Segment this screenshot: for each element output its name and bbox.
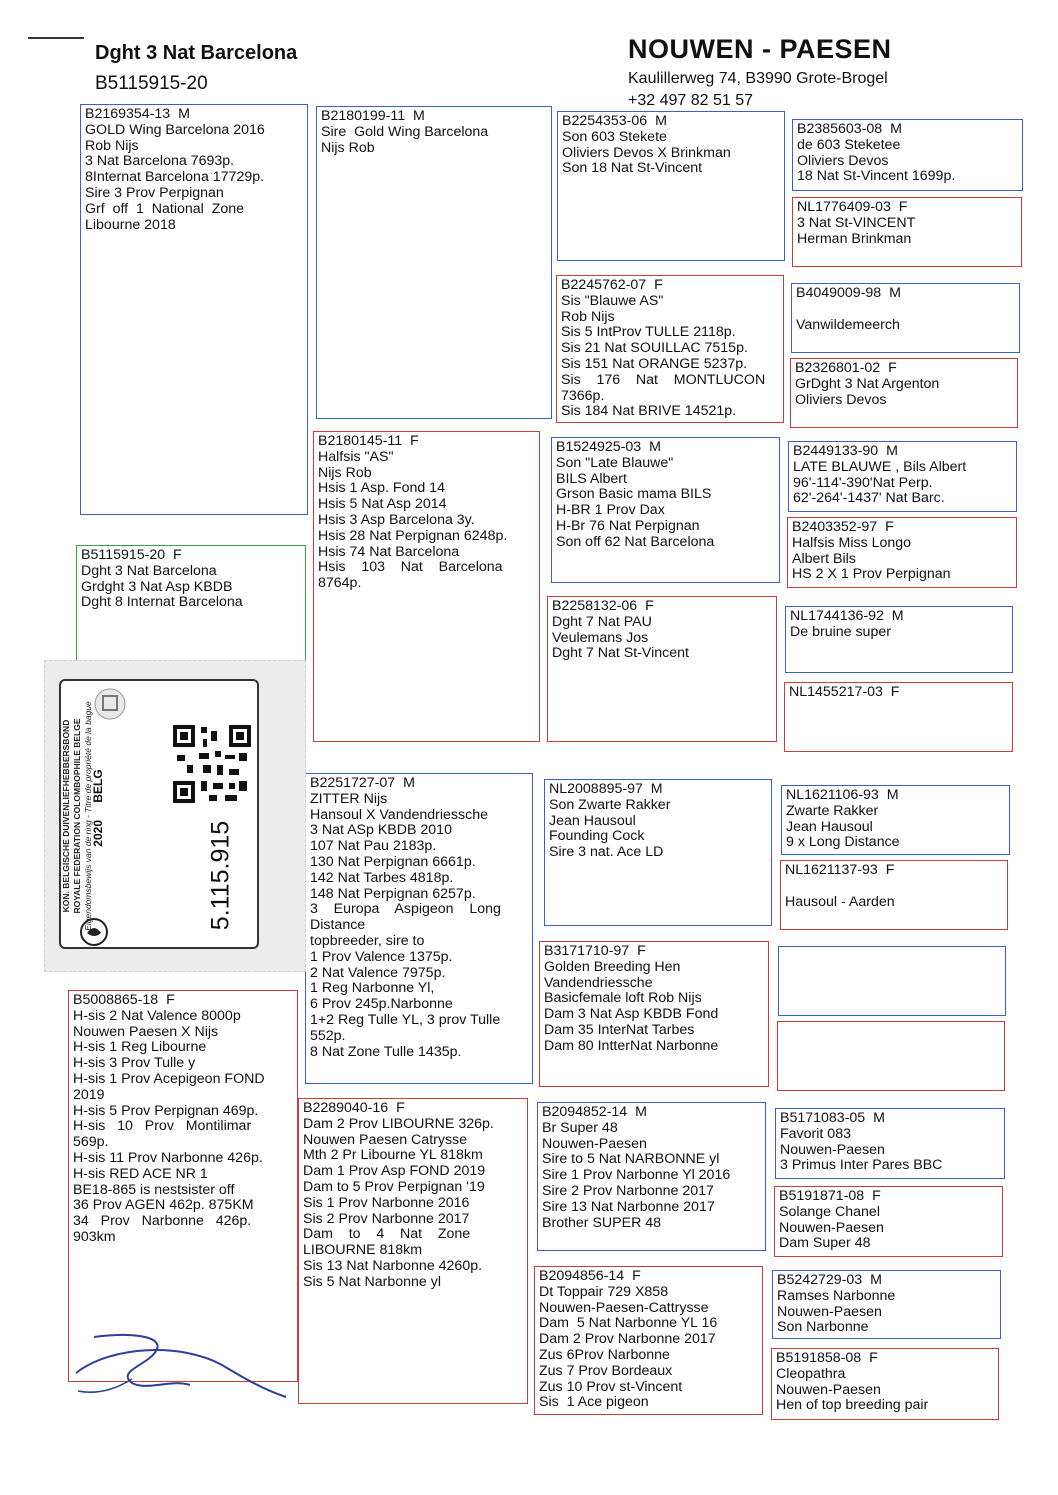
ring-id: B5115915-20 F [81,547,182,563]
qr-code-icon [173,725,251,803]
pedigree-ddds [772,1270,1001,1339]
pedigree-sds [551,437,780,583]
pedigree-line: Oliviers Devos X Brinkman [562,144,731,161]
pedigree-line: Sire to 5 Nat NARBONNE yl [542,1151,720,1168]
pedigree-sssd [792,197,1022,267]
pedigree-line: 130 Nat Perpignan 6661p. [310,853,476,870]
ownership-text: Eigendomsbewijs van de ring - Titre de propriété de la bague [83,701,93,931]
pedigree-ddss [775,1108,1005,1179]
pedigree-line: 903km [73,1228,116,1245]
pedigree-line: 9 x Long Distance [786,834,900,851]
pedigree-ssd [556,275,784,423]
pedigree-line: Nijs Rob [318,464,372,481]
pedigree-line: Sire 13 Nat Narbonne 2017 [542,1198,715,1215]
pedigree-line: H-sis 3 Prov Tulle y [73,1055,196,1072]
pedigree-line: Dght 3 Nat Barcelona [81,562,217,579]
pedigree-line: Dam Super 48 [779,1235,871,1252]
pedigree-line: Vandendriessche [544,974,653,991]
pedigree-line: Hen of top breeding pair [776,1397,929,1414]
pedigree-line: H-BR 1 Prov Dax [556,502,665,519]
pedigree-line: Nouwen-Paesen [780,1141,885,1158]
pedigree-line: Solange Chanel [779,1203,880,1220]
pedigree-line: H-sis 10 Prov Montilimar [73,1118,252,1135]
pedigree-line: 569p. [73,1134,109,1151]
pedigree-dam-sire [305,773,533,1084]
federation-emblem-icon [93,687,127,721]
pedigree-line: Grson Basic mama BILS [556,486,712,503]
ring-id: B2403352-97 F [792,519,894,535]
pedigree-sddd [784,682,1013,752]
pedigree-line: Oliviers Devos [795,391,887,408]
pedigree-line: Son 603 Stekete [562,128,667,145]
ring-id: B3171710-97 F [544,943,646,959]
pedigree-line: Veulemans Jos [552,629,649,646]
pedigree-line: topbreeder, sire to [310,932,425,949]
ring-year: 2020 [91,820,105,847]
pedigree-line: Nouwen Paesen Catrysse [303,1131,468,1148]
pedigree-line: Sis 5 IntProv TULLE 2118p. [561,324,736,341]
pedigree-line: Zwarte Rakker [786,802,879,819]
pedigree-line: LIBOURNE 818km [303,1242,423,1259]
pedigree-line: Dam 5 Nat Narbonne YL 16 [539,1315,718,1332]
pedigree-line: Halfsis Miss Longo [792,534,912,551]
pedigree-line: Sis 13 Nat Narbonne 4260p. [303,1257,483,1274]
ring-id: B2251727-07 M [310,775,415,791]
pedigree-line: Dam 3 Nat Asp KBDB Fond [544,1006,719,1023]
pedigree-line: 18 Nat St-Vincent 1699p. [797,168,956,185]
pedigree-line: 3 Nat Barcelona 7693p. [85,153,235,170]
pedigree-line: LATE BLAUWE , Bils Albert [793,458,967,475]
ring-id: NL2008895-97 M [549,781,663,797]
pedigree-line: Zus 10 Prov st-Vincent [539,1378,683,1395]
pedigree-line: ZITTER Nijs [310,790,388,807]
pedigree-sdss [788,441,1017,512]
pedigree-dssd [780,860,1008,930]
ring-id: B2289040-16 F [303,1100,405,1116]
pedigree-line: 34 Prov Narbonne 426p. [73,1213,252,1230]
pedigree-line: Rob Nijs [561,308,615,325]
pedigree-dds [537,1102,766,1251]
pedigree-line: Zus 7 Prov Bordeaux [539,1362,673,1379]
pedigree-line: Dam 1 Prov Asp FOND 2019 [303,1163,486,1180]
pedigree-line: Sis 2 Prov Narbonne 2017 [303,1210,470,1227]
pedigree-ssds [791,283,1020,353]
ring-id: B2385603-08 M [797,121,902,137]
pedigree-line: Dam 35 InterNat Tarbes [544,1021,695,1038]
ring-id: B2258132-06 F [552,598,654,614]
pedigree-dsds [778,946,1006,1016]
pedigree-line: Sis 151 Nat ORANGE 5237p. [561,355,748,372]
ring-id: NL1776409-03 F [797,199,908,215]
pedigree-line: Sis 1 Ace pigeon [539,1394,649,1411]
pedigree-dss [544,779,772,926]
ring-id: NL1455217-03 F [789,684,900,700]
pedigree-line: Golden Breeding Hen [544,958,681,975]
ring-id: B2254353-06 M [562,113,667,129]
ring-number: 5.115.915 [206,820,235,931]
pedigree-line: Zus 6Prov Narbonne [539,1346,670,1363]
pedigree-line: Son Zwarte Rakker [549,796,671,813]
pedigree-line: Nijs Rob [321,139,375,156]
ring-id: B1524925-03 M [556,439,661,455]
pedigree-line: Herman Brinkman [797,230,912,247]
pedigree-line: Jean Hausoul [549,812,636,829]
top-rule [28,37,84,39]
ring-id: B2180145-11 F [318,433,419,449]
pedigree-line: H-sis 11 Prov Narbonne 426p. [73,1149,263,1166]
pedigree-line: 7366p. [561,387,605,404]
pedigree-line: 148 Nat Perpignan 6257p. [310,885,476,902]
pedigree-line: 1+2 Reg Tulle YL, 3 prov Tulle [310,1011,501,1028]
pedigree-line: Dam 80 IntterNat Narbonne [544,1037,719,1054]
pedigree-line: 3 Nat St-VINCENT [797,214,916,231]
pedigree-line [785,879,1003,895]
pedigree-line: Hsis 1 Asp. Fond 14 [318,480,445,497]
pedigree-line: Sire 3 nat. Ace LD [549,844,664,861]
pedigree-line: Ramses Narbonne [777,1287,896,1304]
pedigree-line: Oliviers Devos [797,152,889,169]
pedigree-line: 1 Prov Valence 1375p. [310,948,453,965]
pedigree-line: 62'-264'-1437' Nat Barc. [793,490,945,507]
pedigree-line: Son 18 Nat St-Vincent [562,160,703,177]
pedigree-line: Dt Toppair 729 X858 [539,1283,669,1300]
pedigree-line: BE18-865 is nestsister off [73,1181,235,1198]
breeder-name: NOUWEN - PAESEN [628,34,892,64]
pedigree-sdsd [787,517,1017,588]
pedigree-line: Brother SUPER 48 [542,1214,662,1231]
ring-id: B2169354-13 M [85,106,190,122]
ring-id: B5191858-08 F [776,1350,878,1366]
ring-card [59,679,259,949]
pedigree-line: de 603 Steketee [797,136,901,153]
signature-icon [72,1325,292,1405]
pedigree-line: Son off 62 Nat Barcelona [556,533,715,550]
pedigree-dsss [781,785,1010,855]
pedigree-sire-sire [316,106,552,419]
pedigree-line: H-sis RED ACE NR 1 [73,1165,208,1182]
ring-id: B2094852-14 M [542,1104,647,1120]
pedigree-line: Favorit 083 [780,1125,851,1142]
ring-id: B4049009-98 M [796,285,901,301]
pedigree-line: 552p. [310,1027,346,1044]
pedigree-line: Mth 2 Pr Libourne YL 818km [303,1147,483,1164]
ring-year-country [91,763,105,853]
federation-logo-icon [79,917,109,947]
pedigree-line: 8Internat Barcelona 17729p. [85,169,265,186]
ring-id: NL1621137-93 F [785,862,895,878]
pedigree-line: Sire 1 Prov Narbonne Yl 2016 [542,1167,731,1184]
pedigree-father [80,104,308,515]
pedigree-line: GrDght 3 Nat Argenton [795,375,940,392]
pedigree-line: 96'-114'-390'Nat Perp. [793,474,933,491]
ring-id: NL1744136-92 M [790,608,904,624]
pedigree-line: Sis "Blauwe AS" [561,292,664,309]
federation-name: KON. BELGISCHE DUIVENLIEFHEBBERSBOND [61,719,71,913]
pedigree-dam-dam [298,1098,528,1404]
pedigree-dsd [539,941,769,1087]
ring-id: B5191871-08 F [779,1188,881,1204]
pedigree-line: Nouwen-Paesen [776,1381,881,1398]
pedigree-line: Basicfemale loft Rob Nijs [544,990,702,1007]
pedigree-line: Rob Nijs [85,137,139,154]
pedigree-line: Dght 7 Nat St-Vincent [552,645,689,662]
pedigree-line: Distance [310,917,366,934]
pedigree-line: H-sis 2 Nat Valence 8000p [73,1007,241,1024]
pedigree-line [796,302,1015,318]
pedigree-line: Sire 3 Prov Perpignan [85,184,224,201]
ring-id: B2180199-11 M [321,108,425,124]
pedigree-line: 3 Nat ASp KBDB 2010 [310,822,452,839]
pedigree-line: 2 Nat Valence 7975p. [310,964,446,981]
pedigree-ddd [534,1266,763,1415]
pedigree-ssss [792,119,1023,191]
pedigree-line: Hsis 74 Nat Barcelona [318,543,460,560]
pedigree-line: Dght 7 Nat PAU [552,613,652,630]
pedigree-line: Dght 8 Internat Barcelona [81,594,243,611]
pedigree-sdds [785,606,1013,673]
pedigree-line: 6 Prov 245p.Narbonne [310,996,453,1013]
pedigree-line: H-sis 1 Prov Acepigeon FOND [73,1070,265,1087]
page-title: Dght 3 Nat Barcelona [95,42,298,64]
pedigree-line: BILS Albert [556,470,627,487]
ring-card-side-text [61,681,95,951]
pedigree-line: 3 Primus Inter Pares BBC [780,1157,943,1174]
pedigree-line: 2019 [73,1086,105,1103]
pedigree-line: Libourne 2018 [85,216,176,233]
pedigree-line: Cleopathra [776,1365,846,1382]
pedigree-sss [557,111,785,261]
pedigree-line: HS 2 X 1 Prov Perpignan [792,566,951,583]
pedigree-line: Nouwen-Paesen [779,1219,884,1236]
pedigree-subject [76,545,306,663]
pedigree-line: Hsis 28 Nat Perpignan 6248p. [318,527,508,544]
ring-id: B2245762-07 F [561,277,663,293]
pedigree-sdd [547,596,777,742]
pedigree-line: Albert Bils [792,550,856,567]
pedigree-line: Grdght 3 Nat Asp KBDB [81,578,233,595]
pedigree-ddsd [774,1186,1003,1257]
pedigree-line: Hausoul - Aarden [785,893,895,910]
ring-id: B5008865-18 F [73,992,175,1008]
ring-id: B2326801-02 F [795,360,897,376]
pedigree-line: Jean Hausoul [786,818,873,835]
pedigree-sire-dam [313,431,540,742]
pedigree-line: Sire 2 Prov Narbonne 2017 [542,1182,714,1199]
pedigree-line: Hansoul X Vandendriessche [310,806,488,823]
pedigree-line: H-Br 76 Nat Perpignan [556,517,700,534]
ring-certificate [44,660,306,972]
pedigree-line: 8764p. [318,575,362,592]
ring-id: B2094856-14 F [539,1268,641,1284]
pedigree-line: H-sis 1 Reg Libourne [73,1039,207,1056]
pedigree-line: Sis 1 Prov Narbonne 2016 [303,1194,470,1211]
pedigree-line: Grf off 1 National Zone [85,200,245,217]
ring-id: B5171083-05 M [780,1110,885,1126]
ring-id: B5242729-03 M [777,1272,882,1288]
pedigree-line: Sire Gold Wing Barcelona [321,123,489,140]
pedigree-line: Hsis 3 Asp Barcelona 3y. [318,511,475,528]
pedigree-line: Son Narbonne [777,1319,869,1336]
pedigree-line: 8 Nat Zone Tulle 1435p. [310,1043,462,1060]
pedigree-line: Nouwen-Paesen [777,1303,882,1320]
pedigree-line: Nouwen-Paesen [542,1135,647,1152]
pedigree-ssdd [790,358,1018,428]
pedigree-line: Vanwildemeerch [796,316,900,333]
pedigree-mother [68,990,298,1382]
pedigree-line: 142 Nat Tarbes 4818p. [310,869,454,886]
pedigree-line: GOLD Wing Barcelona 2016 [85,121,265,138]
pedigree-line: Sis 184 Nat BRIVE 14521p. [561,403,737,420]
breeder-address: Kaulillerweg 74, B3990 Grote-Brogel [628,70,888,87]
pedigree-line: Sis 176 Nat MONTLUCON [561,371,766,388]
pedigree-line: H-sis 5 Prov Perpignan 469p. [73,1102,259,1119]
pedigree-line: Dam 2 Prov LIBOURNE 326p. [303,1115,494,1132]
pedigree-line: 107 Nat Pau 2183p. [310,838,437,855]
pedigree-line: Hsis 103 Nat Barcelona [318,559,503,576]
pedigree-line: Dam to 4 Nat Zone [303,1226,471,1243]
pedigree-line: Dam 2 Prov Narbonne 2017 [539,1331,716,1348]
pedigree-line: Son "Late Blauwe" [556,454,674,471]
pedigree-dddd [771,1348,999,1420]
breeder-phone: +32 497 82 51 57 [628,92,754,109]
pedigree-line: Dam to 5 Prov Perpignan '19 [303,1178,485,1195]
pedigree-line: Nouwen Paesen X Nijs [73,1023,219,1040]
ring-country: BELG [91,769,105,803]
ring-id: NL1621106-93 M [786,787,899,803]
pedigree-line: 1 Reg Narbonne Yl, [310,980,435,997]
pedigree-line: Br Super 48 [542,1119,618,1136]
subject-ring-number: B5115915-20 [95,73,208,94]
pedigree-line: 36 Prov AGEN 462p. 875KM [73,1197,254,1214]
pedigree-line: Nouwen-Paesen-Cattrysse [539,1299,709,1316]
federation-name-fr: ROYALE FEDERATION COLOMBOPHILE BELGE [72,718,82,914]
pedigree-line: Sis 21 Nat SOUILLAC 7515p. [561,340,748,357]
pedigree-line: Sis 5 Nat Narbonne yl [303,1273,442,1290]
pedigree-line: Hsis 5 Nat Asp 2014 [318,496,447,513]
pedigree-line: 3 Europa Aspigeon Long [310,901,501,918]
pedigree-line: Halfsis "AS" [318,448,394,465]
pedigree-line: Founding Cock [549,828,645,845]
ring-id: B2449133-90 M [793,443,898,459]
pedigree-dsdd [777,1021,1005,1091]
pedigree-line: De bruine super [790,623,891,640]
